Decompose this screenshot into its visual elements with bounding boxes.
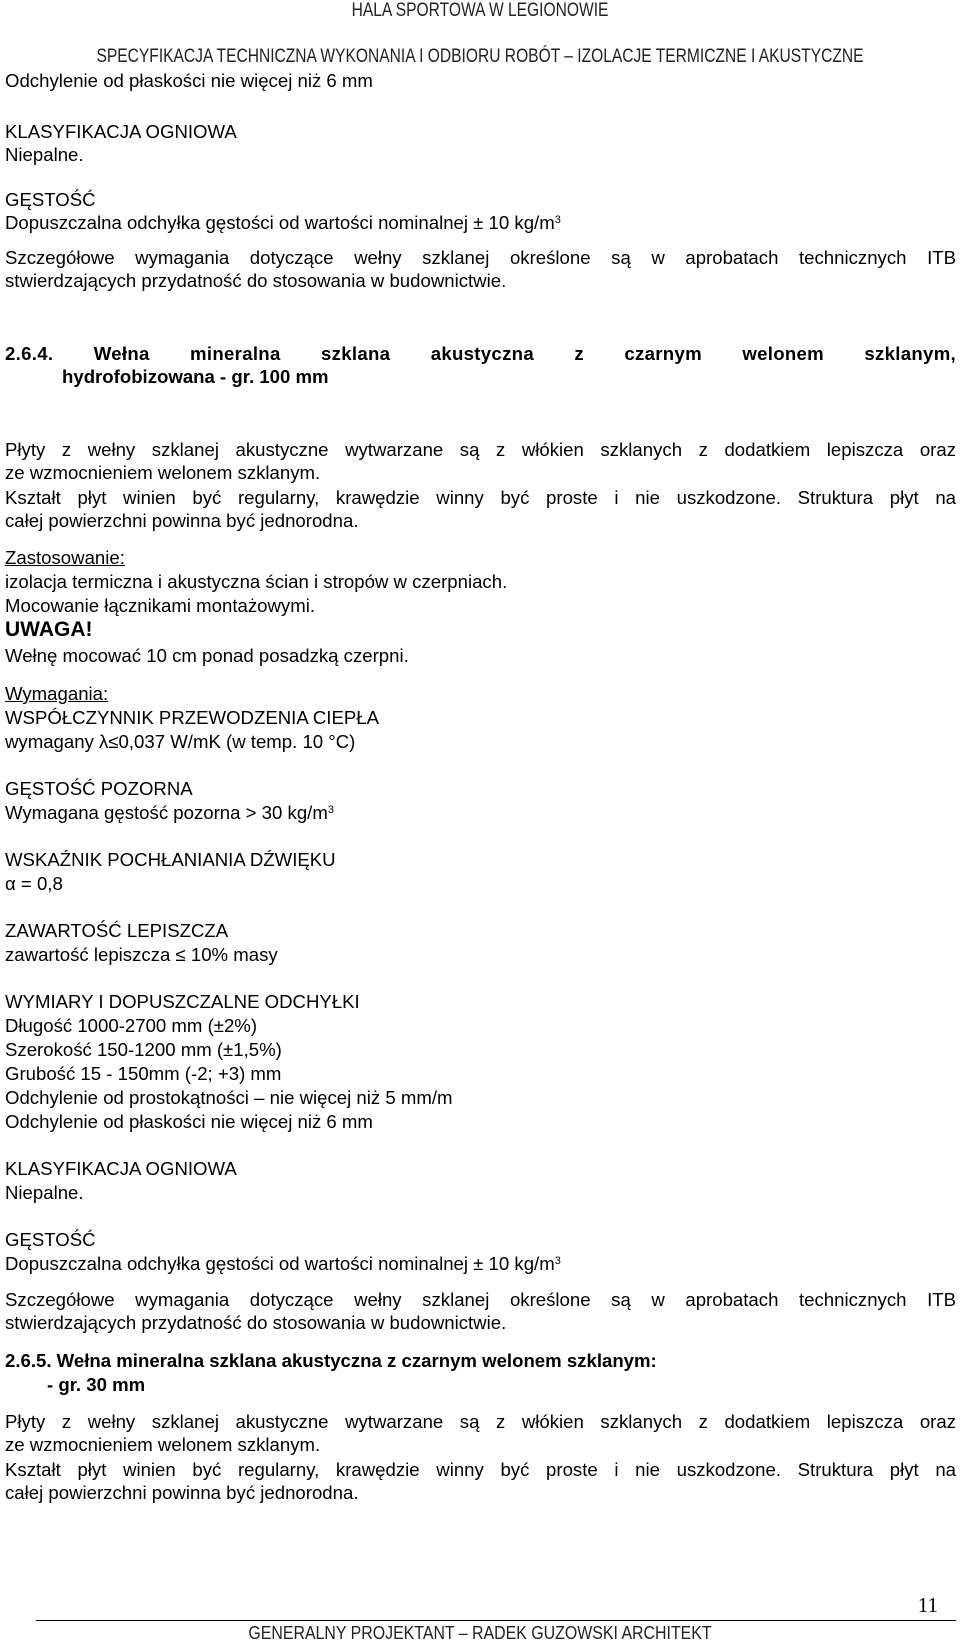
fire-value: Niepalne. <box>5 1182 84 1203</box>
fire-heading: KLASYFIKACJA OGNIOWA <box>5 1158 237 1179</box>
dimension-squareness: Odchylenie od prostokątności – nie więcej niż 5 mm/m <box>5 1087 453 1108</box>
apparent-density-heading: GĘSTOŚĆ POZORNA <box>5 778 193 799</box>
density-value: Dopuszczalna odchyłka gęstości od wartości nominalnej ± 10 $kg/m^3$ <box>5 1253 561 1274</box>
desc-line-3: Kształt płyt winien być regularny, krawędzie winny być proste i nie uszkodzone. Struktura płyt na <box>5 487 956 508</box>
section-2-6-4-title: 2.6.4. Wełna mineralna szklana akustyczna z czarnym welonem szklanym, <box>5 343 956 364</box>
desc2-line-3: Kształt płyt winien być regularny, krawędzie winny być proste i nie uszkodzone. Struktura płyt na <box>5 1459 956 1480</box>
header-title: HALA SPORTOWA W LEGIONOWIE <box>351 0 609 21</box>
dimension-length: Długość 1000-2700 mm (±2%) <box>5 1015 258 1036</box>
footer-text: GENERALNY PROJEKTANT – RADEK GUZOWSKI ARCHITEKT <box>248 1622 712 1643</box>
conductivity-value: wymagany λ≤0,037 W/mK (w temp. 10 °C) <box>5 731 356 752</box>
warning-label: UWAGA! <box>5 618 93 641</box>
fire-value-top: Niepalne. <box>5 144 84 165</box>
absorption-value: α = 0,8 <box>5 873 63 894</box>
section-2-6-5-title-2: - gr. 30 mm <box>47 1374 146 1395</box>
application-heading: Zastosowanie: <box>5 547 125 568</box>
desc2-line-4: całej powierzchni powinna być jednorodna. <box>5 1482 359 1503</box>
density-value-top: Dopuszczalna odchyłka gęstości od wartości nominalnej ± 10 $kg/m^3$ <box>5 212 561 233</box>
dimension-flatness: Odchylenie od płaskości nie więcej niż 6 mm <box>5 1111 373 1132</box>
density-heading-top: GĘSTOŚĆ <box>5 189 96 210</box>
density-heading: GĘSTOŚĆ <box>5 1229 96 1250</box>
warning-text: Wełnę mocować 10 cm ponad posadzką czerpni. <box>5 645 409 666</box>
page-number: 11 <box>917 1593 938 1617</box>
section-2-6-4-title-2: hydrofobizowana - gr. 100 mm <box>62 366 329 387</box>
itb-line-1-top: Szczegółowe wymagania dotyczące wełny szklanej określone są w aprobatach technicznych ITB <box>5 247 956 268</box>
flatness-top: Odchylenie od płaskości nie więcej niż 6 mm <box>5 70 373 91</box>
dimension-thickness: Grubość 15 - 150mm (-2; +3) mm <box>5 1063 282 1084</box>
dimension-width: Szerokość 150-1200 mm (±1,5%) <box>5 1039 282 1060</box>
section-2-6-5-title: 2.6.5. Wełna mineralna szklana akustyczna z czarnym welonem szklanym: <box>5 1350 657 1371</box>
desc-line-4: całej powierzchni powinna być jednorodna. <box>5 510 359 531</box>
dimensions-heading: WYMIARY I DOPUSZCZALNE ODCHYŁKI <box>5 991 360 1012</box>
desc-line-1: Płyty z wełny szklanej akustyczne wytwarzane są z włókien szklanych z dodatkiem lepiszcza oraz <box>5 439 956 460</box>
application-line-1: izolacja termiczna i akustyczna ścian i stropów w czerpniach. <box>5 571 508 592</box>
itb-line-2-top: stwierdzających przydatność do stosowania w budownictwie. <box>5 270 507 291</box>
header-subtitle: SPECYFIKACJA TECHNICZNA WYKONANIA I ODBIORU ROBÓT – IZOLACJE TERMICZNE I AKUSTYCZNE <box>96 46 864 67</box>
requirements-heading: Wymagania: <box>5 683 109 704</box>
fire-heading-top: KLASYFIKACJA OGNIOWA <box>5 121 237 142</box>
desc2-line-1: Płyty z wełny szklanej akustyczne wytwarzane są z włókien szklanych z dodatkiem lepiszcza oraz <box>5 1411 956 1432</box>
binder-heading: ZAWARTOŚĆ LEPISZCZA <box>5 920 229 941</box>
desc2-line-2: ze wzmocnieniem welonem szklanym. <box>5 1434 321 1455</box>
itb-line-1: Szczegółowe wymagania dotyczące wełny szklanej określone są w aprobatach technicznych ITB <box>5 1289 956 1310</box>
conductivity-heading: WSPÓŁCZYNNIK PRZEWODZENIA CIEPŁA <box>5 707 379 728</box>
application-line-2: Mocowanie łącznikami montażowymi. <box>5 595 316 616</box>
itb-line-2: stwierdzających przydatność do stosowania w budownictwie. <box>5 1312 507 1333</box>
absorption-heading: WSKAŹNIK POCHŁANIANIA DŹWIĘKU <box>5 849 336 870</box>
footer-divider <box>36 1620 956 1621</box>
desc-line-2: ze wzmocnieniem welonem szklanym. <box>5 462 321 483</box>
binder-value: zawartość lepiszcza ≤ 10% masy <box>5 944 278 965</box>
apparent-density-value: Wymagana gęstość pozorna > 30 $kg/m^3$ <box>5 802 334 823</box>
